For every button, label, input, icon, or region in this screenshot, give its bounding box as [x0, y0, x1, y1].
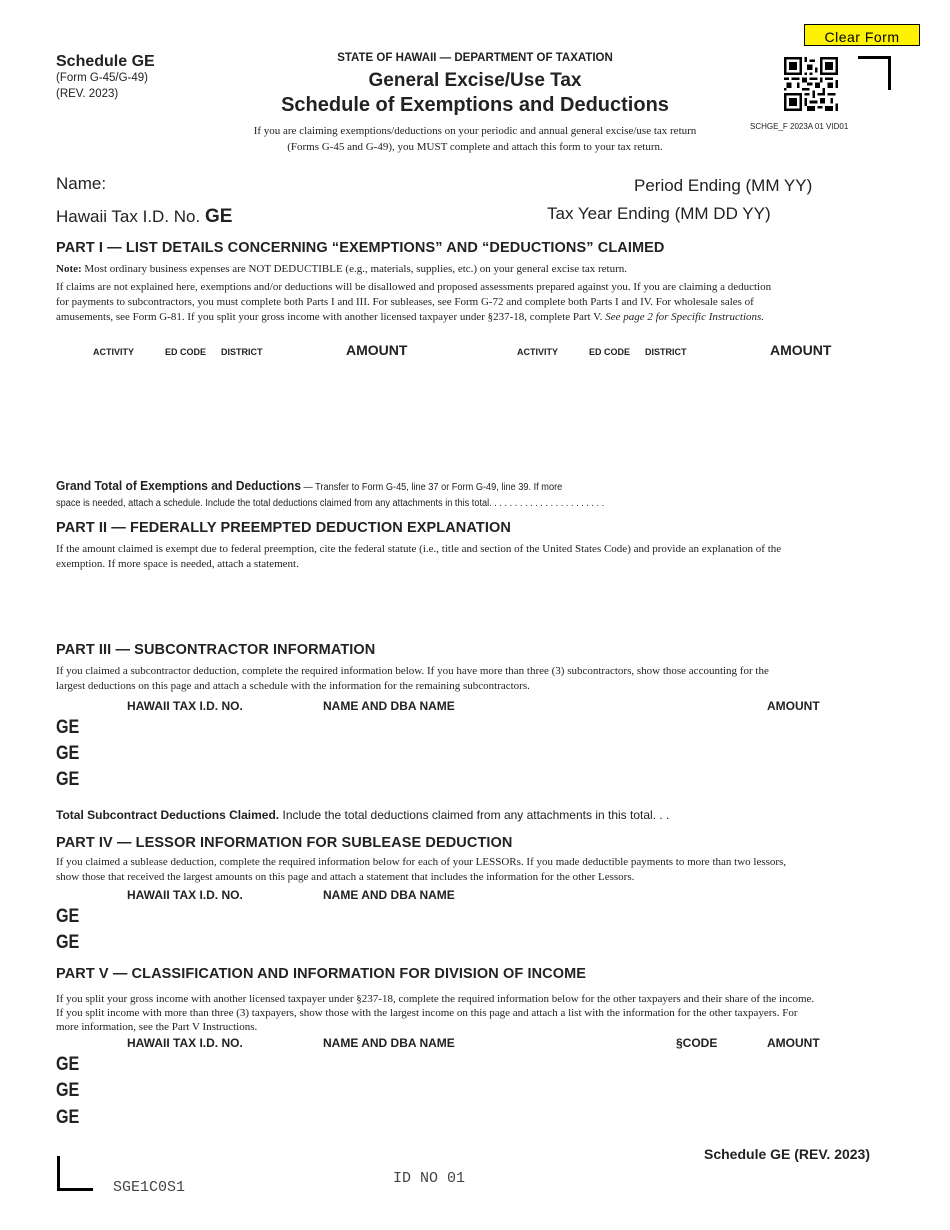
agency-name: STATE OF HAWAII — DEPARTMENT OF TAXATION [337, 52, 613, 64]
tax-year-ending-label: Tax Year Ending (MM DD YY) [547, 204, 771, 223]
part5-col-tax-id: HAWAII TAX I.D. NO. [127, 1036, 243, 1050]
part4-paragraph [56, 855, 906, 885]
part5-para-line2: If you split income with more than three (3) taxpayers, show those with the largest income on this page and attach a list with the information for the other taxpayers. For [56, 1007, 798, 1019]
part2-para-line1: If the amount claimed is exempt due to federal preemption, cite the federal statute (i.e., title and section of the United States Code) and provide an explanation of the [56, 543, 782, 555]
part3-col-tax-id: HAWAII TAX I.D. NO. [127, 699, 243, 713]
tax-id-label [56, 206, 232, 228]
part3-row3-ge: GE [56, 769, 80, 790]
corner-mark-bottom-left [57, 1156, 93, 1191]
part1-para-line3-text: amusements, see Form G-81. If you split your gross income with another licensed taxpayer under §237-18, complete Part V. [56, 311, 603, 323]
grand-total-label: Grand Total of Exemptions and Deductions [56, 478, 301, 493]
header-instructions-line1: If you are claiming exemptions/deductions on your periodic and annual general excise/use tax return [253, 125, 697, 137]
part5-row1-ge: GE [56, 1054, 80, 1075]
part1-note-label: Note: [56, 263, 82, 275]
part3-para-line2: largest deductions on this page and attach a schedule with the information for the remaining subcontractors. [56, 680, 530, 692]
grand-total-row [56, 478, 696, 512]
form-title-line1: General Excise/Use Tax [368, 70, 582, 91]
name-label: Name: [56, 174, 107, 193]
grand-total-line1 [56, 478, 645, 496]
part4-para-line2: show those that received the largest amounts on this page and attach a statement that includes the information for the other Lessors. [56, 871, 635, 883]
part4-heading: PART IV — LESSOR INFORMATION FOR SUBLEASE DEDUCTION [56, 835, 513, 851]
schedule-title: Schedule GE [56, 53, 155, 70]
part5-row2-ge: GE [56, 1080, 80, 1101]
part5-para-line3: more information, see the Part V Instructions. [56, 1021, 258, 1033]
grand-total-text1: — Transfer to Form G-45, line 37 or Form G-49, line 39. If more [303, 482, 563, 493]
part3-col-name: NAME AND DBA NAME [323, 699, 455, 713]
qr-code-icon [784, 57, 838, 111]
form-reference: (Form G-45/G-49) [56, 72, 149, 84]
part5-heading: PART V — CLASSIFICATION AND INFORMATION FOR DIVISION OF INCOME [56, 966, 587, 982]
part5-paragraph [56, 992, 906, 1034]
col-activity-left: ACTIVITY [93, 347, 135, 357]
tax-id-input[interactable] [250, 204, 514, 230]
part4-row1-ge: GE [56, 906, 80, 927]
part4-para-line1: If you claimed a sublease deduction, complete the required information below for each of your LESSORs. If you made deductible payments to more than two lessors, [56, 856, 787, 868]
footer-schedule-rev: Schedule GE (REV. 2023) [704, 1146, 870, 1162]
part1-note [56, 262, 896, 277]
name-input[interactable] [120, 172, 524, 198]
part5-col-amount: AMOUNT [767, 1036, 820, 1050]
part5-col-name: NAME AND DBA NAME [323, 1036, 455, 1050]
corner-mark-top-right [858, 56, 891, 90]
col-activity-right: ACTIVITY [517, 347, 559, 357]
part3-total-input[interactable] [700, 806, 894, 826]
header-instructions [215, 123, 735, 155]
part5-para-line1: If you split your gross income with another licensed taxpayer under §237-18, complete the required information below for the other taxpayers and their share of the income. [56, 993, 815, 1005]
tax-id-prefix: GE [204, 206, 233, 227]
grand-total-line2: space is needed, attach a schedule. Include the total deductions claimed from any attachments in this total. . . . . . . . . . . . . . . . . . . . . . . [56, 498, 605, 509]
part3-paragraph [56, 664, 906, 694]
part3-para-line1: If you claimed a subcontractor deduction, complete the required information below. If you have more than three (3) subcontractors, show those accounting for the [56, 665, 769, 677]
part4-col-name: NAME AND DBA NAME [323, 888, 455, 902]
part1-para-line1: If claims are not explained here, exemptions and/or deductions will be disallowed and proposed assessments prepared against you. If you are claiming a deduction [56, 281, 772, 293]
clear-form-button[interactable]: Clear Form [804, 24, 920, 46]
part5-col-code: §CODE [676, 1036, 718, 1050]
header-instructions-line2: (Forms G-45 and G-49), you MUST complete and attach this form to your tax return. [287, 141, 663, 153]
period-ending-label: Period Ending (MM YY) [634, 176, 813, 195]
tax-id-label-text: Hawaii Tax I.D. No. [56, 207, 201, 226]
footer-page-code: SGE1C0S1 [113, 1179, 186, 1196]
part3-col-amount: AMOUNT [767, 699, 820, 713]
part5-row3-ge: GE [56, 1107, 80, 1128]
part2-paragraph [56, 542, 906, 572]
col-amount-left: AMOUNT [346, 342, 408, 358]
part1-para-line3-italic: See page 2 for Specific Instructions. [605, 311, 765, 323]
part3-row2-ge: GE [56, 743, 80, 764]
part1-entry-area[interactable] [56, 362, 896, 467]
part3-row1-ge: GE [56, 717, 80, 738]
col-ed-code-left: ED CODE [165, 347, 207, 357]
part1-para-line2: for payments to subcontractors, you must complete both Parts I and III. For subleases, see Form G-72 and complete both Parts I and IV. For wholesale sales of [56, 296, 754, 308]
part2-heading: PART II — FEDERALLY PREEMPTED DEDUCTION EXPLANATION [56, 520, 511, 536]
col-district-right: DISTRICT [645, 347, 687, 357]
part2-para-line2: exemption. If more space is needed, attach a statement. [56, 558, 299, 570]
part3-heading: PART III — SUBCONTRACTOR INFORMATION [56, 642, 376, 658]
form-code: SCHGE_F 2023A 01 VID01 [750, 122, 849, 131]
form-title-line2: Schedule of Exemptions and Deductions [281, 94, 669, 116]
part1-para-line3 [56, 310, 906, 325]
grand-total-input[interactable] [700, 490, 894, 510]
part3-total-row [56, 808, 669, 822]
part1-paragraph [56, 280, 906, 325]
part1-heading: PART I — LIST DETAILS CONCERNING “EXEMPTIONS” AND “DEDUCTIONS” CLAIMED [56, 240, 665, 256]
part3-total-text: Include the total deductions claimed from any attachments in this total. . . [282, 808, 670, 822]
col-ed-code-right: ED CODE [589, 347, 631, 357]
footer-id-no: ID NO 01 [393, 1170, 466, 1187]
part3-total-label: Total Subcontract Deductions Claimed. [56, 808, 280, 822]
part4-row2-ge: GE [56, 932, 80, 953]
col-amount-right: AMOUNT [770, 342, 832, 358]
part1-note-text: Most ordinary business expenses are NOT DEDUCTIBLE (e.g., materials, supplies, etc.) on your general excise tax return. [84, 263, 628, 275]
part4-col-tax-id: HAWAII TAX I.D. NO. [127, 888, 243, 902]
part2-explanation-input[interactable] [56, 578, 894, 632]
col-district-left: DISTRICT [221, 347, 263, 357]
revision: (REV. 2023) [56, 88, 119, 100]
